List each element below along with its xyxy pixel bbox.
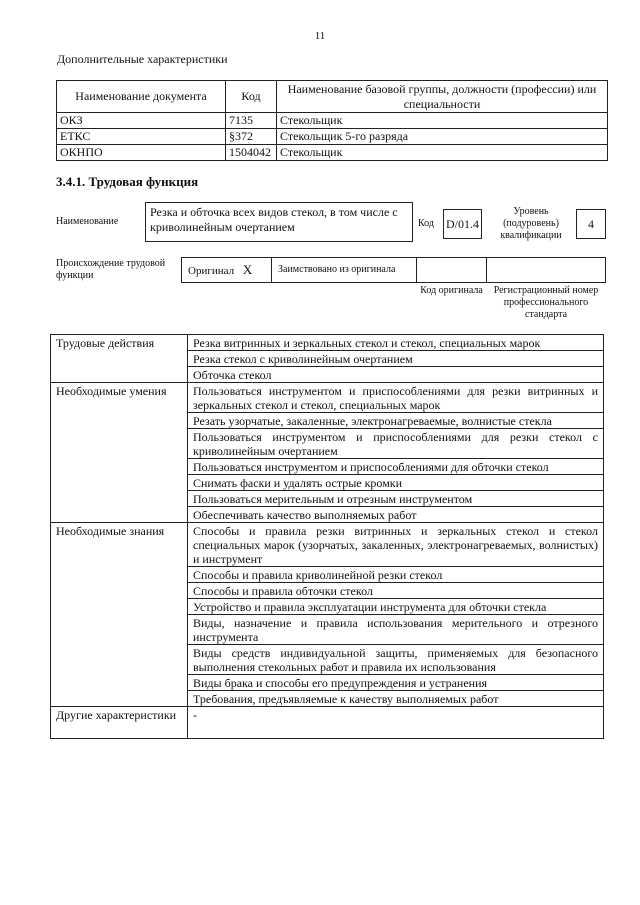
knowledge-item: Виды средств индивидуальной защиты, применяемых для безопасного выполнения стекольных работ и правила их использования <box>188 645 604 675</box>
function-code-box <box>443 209 482 239</box>
knowledge-item: Виды брака и способы его предупреждения и устранения <box>188 675 604 691</box>
level-label: Уровень (подуровень) квалификации <box>500 206 562 241</box>
skill-item: Обеспечивать качество выполняемых работ <box>188 507 604 523</box>
knowledge-item: Устройство и правила эксплуатации инструмента для обточки стекла <box>188 599 604 615</box>
cell-code: §372 <box>226 129 277 145</box>
cell-doc: ОКНПО <box>57 145 226 161</box>
code-label: Код <box>418 218 434 229</box>
level-value: 4 <box>588 217 594 231</box>
function-name-box <box>145 202 413 242</box>
borrowed-cell <box>271 257 417 283</box>
skill-item: Пользоваться инструментом и приспособлениями для резки витринных и зеркальных стекол и стекол, специальных марок <box>188 383 604 413</box>
table-row <box>51 383 604 413</box>
page-number: 11 <box>314 30 326 42</box>
additional-characteristics-table <box>56 80 608 161</box>
name-label: Наименование <box>56 216 119 227</box>
header-doc: Наименование документа <box>57 81 226 113</box>
header-code: Код <box>226 81 277 113</box>
skill-item: Пользоваться инструментом и приспособлениями для обточки стекол <box>188 459 604 475</box>
original-mark: X <box>242 262 253 277</box>
knowledge-label: Необходимые знания <box>51 523 188 707</box>
skill-item: Пользоваться инструментом и приспособлениями для резки стекол с криволинейным очертанием <box>188 429 604 459</box>
reg-number-cell <box>486 257 606 283</box>
skills-label: Необходимые умения <box>51 383 188 523</box>
function-name-value: Резка и обточка всех видов стекол, в том числе с криволинейным очертанием <box>150 205 398 234</box>
cell-code: 7135 <box>226 113 277 129</box>
knowledge-item: Виды, назначение и правила использования мерительного и отрезного инструмента <box>188 615 604 645</box>
original-code-cell <box>416 257 487 283</box>
action-item: Резка стекол с криволинейным очертанием <box>188 351 604 367</box>
header-name: Наименование базовой группы, должности (профессии) или специальности <box>277 81 608 113</box>
table-row <box>57 145 608 161</box>
other-label: Другие характеристики <box>51 707 188 739</box>
knowledge-item: Способы и правила криволинейной резки стекол <box>188 567 604 583</box>
skill-item: Пользоваться мерительным и отрезным инструментом <box>188 491 604 507</box>
table-row <box>57 129 608 145</box>
knowledge-item: Способы и правила резки витринных и зеркальных стекол и стекол специальных марок (узорчатых, закаленных, электронагреваемых, волнистых) и инструмент <box>188 523 604 567</box>
skill-item: Снимать фаски и удалять острые кромки <box>188 475 604 491</box>
section-title-additional: Дополнительные характеристики <box>57 52 228 66</box>
action-item: Резка витринных и зеркальных стекол и стекол, специальных марок <box>188 335 604 351</box>
cell-doc: ОКЗ <box>57 113 226 129</box>
original-code-label: Код оригинала <box>420 285 483 296</box>
cell-doc: ЕТКС <box>57 129 226 145</box>
original-cell <box>181 257 272 283</box>
level-box <box>576 209 606 239</box>
function-title: 3.4.1. Трудовая функция <box>56 174 199 189</box>
knowledge-item: Требования, предъявляемые к качеству выполняемых работ <box>188 691 604 707</box>
table-row <box>57 113 608 129</box>
knowledge-item: Способы и правила обточки стекол <box>188 583 604 599</box>
reg-number-label: Регистрационный номер профессионального стандарта <box>493 285 599 320</box>
skill-item: Резать узорчатые, закаленные, электронагреваемые, волнистые стекла <box>188 413 604 429</box>
cell-name: Стекольщик <box>277 145 608 161</box>
cell-name: Стекольщик 5-го разряда <box>277 129 608 145</box>
cell-name: Стекольщик <box>277 113 608 129</box>
table-row <box>51 335 604 351</box>
borrowed-label: Заимствовано из оригинала <box>278 264 396 275</box>
other-value: - <box>188 707 604 739</box>
table-row <box>51 707 604 739</box>
cell-code: 1504042 <box>226 145 277 161</box>
actions-label: Трудовые действия <box>51 335 188 383</box>
action-item: Обточка стекол <box>188 367 604 383</box>
table-header-row <box>57 81 608 113</box>
original-label: Оригинал <box>188 265 235 277</box>
function-code-value: D/01.4 <box>446 217 479 231</box>
function-details-table <box>50 334 604 739</box>
origin-label: Происхождение трудовой функции <box>56 258 166 281</box>
table-row <box>51 523 604 567</box>
